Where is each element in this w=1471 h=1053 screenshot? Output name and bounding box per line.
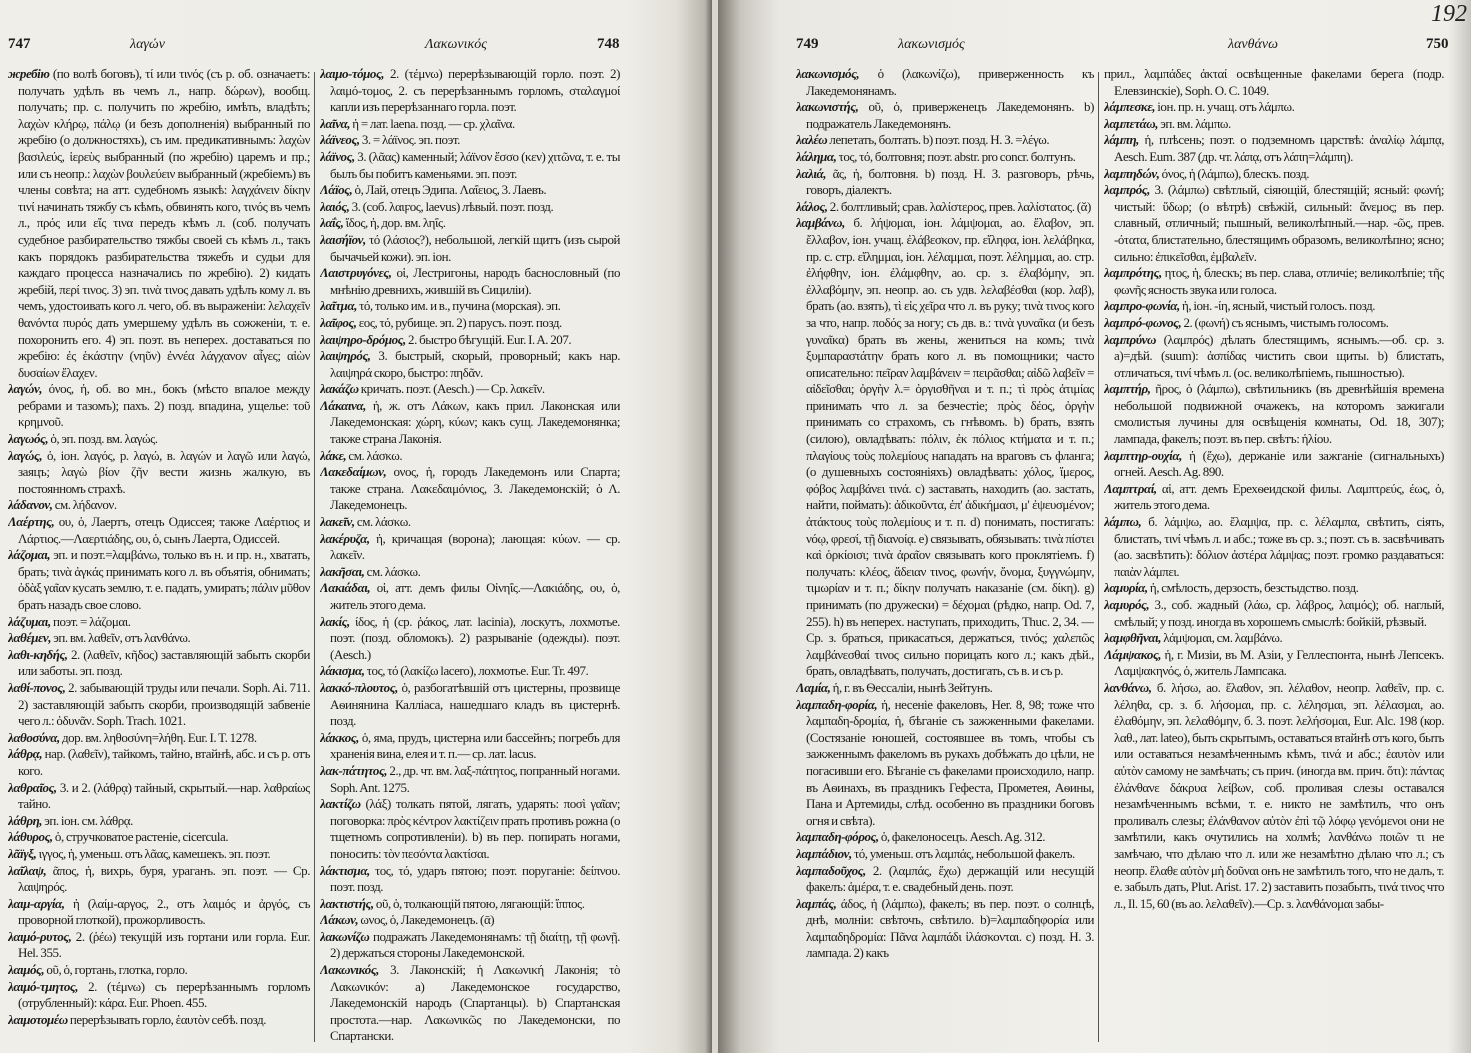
dictionary-entry (8, 746, 310, 779)
entry-definition: ἴδος, ἡ, дор. вм. ληΐς. (343, 215, 446, 231)
dictionary-entry (320, 514, 620, 531)
entry-headword: λαθί-πονος, (8, 679, 66, 695)
dictionary-entry (320, 912, 620, 929)
entry-definition: ᾶπος, ἡ, вихрь, буря, ураганъ. эп. поэт. — Ср. λαιψηρός. (18, 862, 310, 895)
dictionary-entry (8, 547, 310, 613)
entry-definition: ὁ, факелоносецъ. Aesch. Ag. 312. (878, 829, 1046, 845)
entry-definition: (λαμπρός) дѣлать блестящимъ, яснымъ.—об. ср. з. а)=дѣй. (suum): ἀσπίδας чистить свои щиты. b) блистать, отличаться, τινί чѣмъ л. (ос. великолѣпіемъ, пышностью). (1114, 331, 1444, 380)
handwritten-note: 192 (1431, 1, 1467, 27)
dictionary-entry (320, 265, 620, 298)
entry-headword: λάκισμα, (320, 663, 365, 679)
running-head: λακωνισμός (898, 37, 965, 52)
entry-definition: ὁ (λακωνίζω), приверженность къ Лакедемонянамъ. (806, 66, 1094, 98)
entry-definition: 3. = λάϊνος. эп. поэт. (359, 132, 460, 148)
dictionary-entry (8, 680, 310, 730)
entry-headword: λακάζω (320, 381, 359, 397)
right-page (718, 0, 1471, 1053)
entry-definition: прил., λαμπάδες ἀκταί освѣщенные факелами берега (подр. Елевзинскіе), Soph. O. C. 1049. (1104, 66, 1444, 98)
entry-headword: λαμυρία, (1104, 580, 1148, 596)
entry-definition: нар. (λαθεῖν), тайкомъ, тайно, втайнѣ, абс. и съ р. отъ кого. (18, 746, 310, 778)
entry-definition: 2. (τέμνω) перерѣзывающій горло. поэт. 2) λαιμό-τομος, 2. съ перерѣзаннымъ горломъ, σταλαγμοί капли изъ перерѣзаннаго горла. поэт. (330, 66, 620, 115)
column (320, 66, 620, 1051)
dictionary-entry (320, 215, 620, 232)
entry-headword: λάμπω, (1104, 514, 1142, 530)
dictionary-entry (320, 448, 620, 465)
entry-definition: ὁ, разбогатѣвшій отъ цистерны, прозвище Аѳинянина Калліаса, нашедшаго кладъ въ цистернѣ. позд. (330, 679, 620, 729)
entry-headword: λάϊνος, (320, 148, 355, 164)
entry-headword: λαιός, (320, 198, 350, 214)
entry-definition: ἡ, г. въ Ѳессаліи, нынѣ Зейтунъ. (830, 679, 993, 695)
column-divider (314, 72, 315, 1042)
entry-definition: ητος, ἡ, блескъ; въ пер. слава, отличіе; великолѣпіе; τῆς φωνῆς ясность звука или голоса. (1114, 265, 1444, 297)
entry-headword: λάζομαι, (8, 547, 51, 563)
entry-definition: ὁ, стручковатое растеніе, cicercula. (52, 829, 229, 845)
entry-definition: οἱ, Лестригоны, народъ баснословный (по мнѣнію древнихъ, жившій въ Сициліи). (330, 265, 620, 297)
dictionary-entry (320, 962, 620, 1045)
page-number: 748 (597, 36, 620, 52)
entry-definition: εος, τό, рубище. эп. 2) парусъ. поэт. позд. (356, 314, 562, 330)
entry-headword: λαῖφος, (320, 314, 357, 330)
page-number: 749 (796, 36, 819, 52)
entry-headword: Λαέρτης, (8, 514, 55, 530)
entry-definition: ίδος, ἡ (ср. ῥάκος, лат. lacinia), лоскутъ, лохмотье. поэт. (позд. обломокъ). 2) разрываніе (одежды). поэт. (Aesch.) (330, 613, 620, 662)
entry-definition: лепетать, болтать. b) поэт. позд. Н. З. =λέγω. (827, 132, 1050, 148)
dictionary-entry (796, 896, 1094, 962)
entry-headword: λαμπαδη-φορία, (796, 696, 878, 712)
entry-definition: (λάξ) толкать пятой, лягать, ударять: ποσὶ γαῖαν; поговорка: πρὸς κέντρον λακτίζειν прать противъ рожна (о тщетномъ сопротивленіи). b) въ пер. попирать ногами, поносить: τὸν πεσόντα λακτίσαι. (330, 796, 620, 861)
dictionary-entry (320, 398, 620, 448)
running-head: Λακωνικός (425, 37, 487, 52)
entry-headword: Λάϊος, (320, 182, 353, 198)
dictionary-entry (320, 348, 620, 381)
entry-headword: λαμπρο-φωνία, (1104, 298, 1180, 314)
entry-headword: Λαιστρυγόνες, (320, 265, 392, 281)
entry-definition: ἡ, плѣсень; поэт. о подземномъ царствѣ: ἀναλίῳ λάμπᾳ, Aesch. Eum. 387 (др. чт. λάπᾳ, отъ λάπη=λάμπη). (1114, 132, 1444, 164)
entry-headword: λακῆσαι, (320, 563, 365, 579)
entry-headword: λάθρη, (8, 812, 43, 828)
dictionary-entry (320, 614, 620, 664)
dictionary-entry (8, 630, 310, 647)
entry-headword: λαιμός, (8, 962, 45, 978)
entry-definition: 2. (φωνή) съ яснымъ, чистымъ голосомъ. (1181, 314, 1389, 330)
dictionary-entry (320, 680, 620, 730)
entry-headword: λάθυρος, (8, 829, 53, 845)
entry-definition: οῦ, ὁ, гортань, глотка, горло. (44, 962, 188, 978)
entry-definition: 3. (λάμπω) свѣтлый, сіяющій, блестящій; ясный: φωνή; чистый: ὕδωρ; (о вѣтрѣ) свѣжій, сильный: ἄνεμος; въ пер. славный, отличный; пышный, великолѣпный.—нар. -ῶς, прев. -ότατα, блистательно, блестящимъ образомъ, великолѣпно; ясно; сильно: ἐπικεῖσθαι, ἐμβαλεῖν. (1114, 182, 1444, 264)
entry-headword: λαθέμεν, (8, 630, 52, 646)
entry-headword: λαιμοτομέω (8, 1011, 68, 1027)
entry-headword: λαμπάς, (796, 895, 837, 911)
dictionary-entry (320, 66, 620, 116)
entry-definition: οῦ, ὁ, приверженецъ Лакедемонянъ. b) подражатель Лакедемонянъ. (806, 99, 1094, 131)
entry-definition: 3. (λᾶας) каменный; λάϊνον ἕσσο (κεν) χιτῶνα, т. е. ты былъ бы побитъ каменьями. эп. поэт. (330, 148, 620, 181)
entry-definition: 3. быстрый, скорый, проворный; какъ нар. λαιψηρά скоро, быстро: πηδᾶν. (330, 348, 620, 380)
entry-definition: ᾶς, ἡ, болтовня. b) позд. Н. З. разговоръ, рѣчь, говоръ, діалектъ. (806, 165, 1094, 198)
entry-definition: 2. (λαμπάς, ἔχω) держащій или несущій факелъ: ἁμέρα, т. е. свадебный день. поэт. (806, 862, 1094, 895)
entry-headword: λάϊνεος, (320, 132, 360, 148)
dictionary-entry (796, 215, 1094, 680)
entry-definition: ἡ, ж. отъ Λάκων, какъ прил. Лаконская или Лакедемонская: χώρη, κύων; какъ сущ. Лакедемонянка; также страна Лаконія. (330, 397, 620, 447)
entry-headword: λαιψηρός, (320, 348, 371, 364)
entry-definition: αἱ, атт. демъ Ерехѳеидской филы. Λαμπτρεύς, έως, ὁ, житель этого дема. (1114, 480, 1444, 513)
dictionary-entry (8, 647, 310, 680)
dictionary-entry (8, 1012, 310, 1029)
dictionary-entry (320, 531, 620, 564)
entry-headword: λαθοσύνα, (8, 729, 60, 745)
entry-definition: ὁ, яма, прудъ, цистерна или бассейнъ; погребъ для храненія вина, елея и т. п.— ср. лат. lacus. (330, 729, 620, 762)
dictionary-entry (8, 829, 310, 846)
entry-definition: όνος, ἡ (λάμπω), блескъ. позд. (1159, 165, 1310, 181)
dictionary-entry (796, 697, 1094, 830)
entry-definition: перерѣзывать горло, ἑαυτὸν себѣ. позд. (67, 1011, 267, 1027)
entry-headword: λακκό-πλουτος, (320, 679, 398, 695)
entry-headword: λαθι-κηδής, (8, 646, 68, 662)
entry-definition: 3. Лаконскій; ἡ Λακωνική Лаконія; τὸ Λακωνικόν: а) Лакедемонское государство, Лакедемонскій народъ (Спартанцы). b) Спартанская простота.—нар. Λακωνικῶς по Лакедемонски, по Спартански. (330, 962, 620, 1044)
dictionary-entry (320, 580, 620, 613)
entry-headword: λακέρυζα, (320, 530, 370, 546)
dictionary-entry (320, 863, 620, 896)
entry-headword: λάλος, (796, 198, 828, 214)
dictionary-entry (8, 813, 310, 830)
dictionary-entry (320, 564, 620, 581)
entry-definition: эп. вм. λαθεῖν, отъ λανθάνω. (51, 630, 191, 646)
dictionary-entry (796, 166, 1094, 199)
entry-definition: 2. забывающій труды или печали. Soph. Ai. 711. 2) заставляющій забыть скорби, производящій забвеніе чего л.: ὀδυνᾶν. Soph. Trach. 1021. (18, 679, 310, 729)
entry-headword: λακεῖν, (320, 514, 355, 530)
entry-definition: όνος, ἡ, об. во мн., бокъ (мѣсто впалое между ребрами и тазомъ); пахъ. 2) позд. впадина, ущелье: τοῦ κρημνοῦ. (18, 381, 310, 430)
entry-definition: ἡ, смѣлость, дерзость, безстыдство. позд. (1147, 580, 1359, 596)
entry-definition: іон. пр. н. учащ. отъ λάμπω. (1155, 99, 1295, 115)
entry-headword: λάλημα, (796, 148, 837, 164)
dictionary-entry (8, 730, 310, 747)
entry-definition: τό, уменьш. отъ λαμπάς, небольшой факелъ. (851, 845, 1075, 861)
entry-headword: λαμπηδών, (1104, 165, 1160, 181)
dictionary-entry (796, 199, 1094, 216)
entry-definition: ἡ, г. Мизіи, въ М. Азіи, у Геллеспонта, нынѣ Лепсекъ. Λαμψακηνός, ὁ, житель Лампсака. (1114, 646, 1444, 679)
dictionary-entry (1104, 298, 1444, 315)
entry-headword: λακωνίζω (320, 928, 370, 944)
entry-definition: τό, только им. и в., пучина (морская). эп. (356, 298, 561, 314)
entry-headword: λαιμ-αργία, (8, 895, 65, 911)
entry-definition: дор. вм. ληθοσύνη=λήθη. Eur. I. T. 1278. (59, 729, 257, 745)
entry-headword: λάμπη, (1104, 132, 1139, 148)
entry-headword: λαμπετάω, (1104, 115, 1158, 131)
dictionary-entry (320, 730, 620, 763)
entry-definition: эп. и поэт.=λαμβάνω, только въ н. и пр. н., хватать, брать; τινὰ ἀγκάς принимать кого л. въ объятія, обнимать; ὀδὰξ γαῖαν кусать землю, т. е. падать, умирать; πάλιν μῦθον брать назадъ свое слово. (18, 547, 310, 612)
entry-definition: τος, τό, ударъ пятою; поэт. поруганіе: δείπνου. поэт. позд. (330, 862, 620, 895)
dictionary-entry (1104, 580, 1444, 597)
dictionary-entry (8, 448, 310, 498)
entry-headword: Λακεδαίμων, (320, 464, 387, 480)
entry-headword: λᾶϊγξ, (8, 845, 37, 861)
entry-headword: λαμπαδη-φόρος, (796, 829, 879, 845)
entry-headword: Λαμία, (796, 679, 831, 695)
entry-headword: λαμπάδιον, (796, 845, 852, 861)
entry-headword: λαιψηρο-δρόμος, (320, 331, 406, 347)
entry-headword: λακωνισμός, (796, 66, 860, 81)
dictionary-entry (796, 132, 1094, 149)
entry-headword: λάκτισμα, (320, 862, 370, 878)
entry-definition: 2. быстро бѣгущій. Eur. I. A. 207. (405, 331, 572, 347)
entry-headword: λαμφθῆναι, (1104, 630, 1162, 646)
dictionary-entry (8, 780, 310, 813)
entry-definition: ἡ = лат. laena. позд. — ср. χλαῖνα. (350, 115, 515, 131)
dictionary-entry (1104, 332, 1444, 382)
entry-headword: λαμπτήρ, (1104, 381, 1151, 397)
dictionary-entry (320, 132, 620, 149)
entry-headword: λαγώς, (8, 447, 43, 463)
dictionary-entry (8, 514, 310, 547)
entry-definition: ἡ (ἔχω), держаніе или зажганіе (сигнальныхъ) огней. Aesch. Ag. 890. (1114, 447, 1444, 480)
dictionary-entry (320, 182, 620, 199)
dictionary-entry (320, 763, 620, 796)
entry-headword: Λάκων, (320, 912, 359, 928)
dictionary-entry (796, 829, 1094, 846)
entry-headword: λαλέω (796, 132, 828, 148)
entry-definition: кричать. поэт. (Aesch.) — Ср. λακεῖν. (358, 381, 545, 397)
dictionary-entry (8, 896, 310, 929)
dictionary-entry (1104, 647, 1444, 680)
entry-headword: λαισήϊον, (320, 231, 366, 247)
dictionary-entry (1104, 381, 1444, 447)
entry-definition: ῆρος, ὁ (λάμπω), свѣтильникъ (въ древнѣйшія времена небольшой подвижной очажекъ, на которомъ зажигали смолистыя лучины для освѣщенія комнаты, Od. 18, 307); лампада, факелъ; поэт. въ пер. свѣтъ: ἡλίου. (1114, 381, 1444, 447)
running-head: λανθάνω (1228, 37, 1278, 52)
entry-definition: ἡ, іон. -ίη, ясный, чистый голосъ. позд. (1179, 298, 1376, 314)
entry-headword: λανθάνω, (1104, 679, 1152, 695)
entry-headword: λαγωός, (8, 431, 49, 447)
entry-definition: ἡ (λαίμ-αργος, 2., отъ λαιμός и ἀργός, съ проворной глоткой), прожорливость. (18, 895, 310, 928)
entry-definition: см. λήδανον. (52, 497, 117, 513)
dictionary-entry (1104, 680, 1444, 912)
entry-definition: см. λάσκω. (346, 447, 403, 463)
dictionary-entry (320, 929, 620, 962)
entry-definition: τος, τό (λακίζω lacero), лохмотье. Eur. Tr. 497. (364, 663, 589, 679)
entry-definition: б. λάμψω, ао. ἔλαμψα, пр. с. λέλαμπα, свѣтить, сіять, блистать, τινί чѣмъ л. и абс.; тоже въ ср. з.; поэт. съ в. засвѣчивать (ао. засвѣтить): δόλιον ἀστέρα λάμψας; поэт. громко раздаваться: παιὰν λάμπει. (1114, 514, 1444, 579)
entry-definition: 2. болтливый; срав. λαλίστερος, прев. λαλίστατος. (ᾰ) (827, 198, 1091, 214)
entry-definition: άδος, ἡ (λάμπω), факелъ; въ пер. поэт. о солнцѣ, днѣ, молніи: свѣточъ, свѣтило. b)=λαμπαδηφορία или λαμπαδηδρομία: Πᾶνα λαμπάδι ἱλάσκονται. c) позд. Н. З. лампада. 2) какъ (806, 895, 1094, 961)
dictionary-entry (320, 116, 620, 133)
entry-definition: οἱ, атт. демъ филы Οἰνηΐς.—Λακιάδης, ου, ὁ, житель этого дема. (330, 580, 620, 612)
dictionary-entry (8, 929, 310, 962)
entry-definition: ἡ, кричащая (ворона); лающая: κύων. — ср. λακεῖν. (330, 530, 620, 563)
dictionary-entry (8, 846, 310, 863)
entry-definition: 3., соб. жадный (λάω, ср. λάβρος, λαιμός); об. наглый, смѣлый; у позд. иногда въ хорошемъ смыслѣ: бойкій, рѣзвый. (1114, 597, 1444, 629)
entry-definition: οῦ, ὁ, толкающій пятою, лягающій: ἵππος. (373, 895, 585, 911)
entry-headword: λαμπρό-φωνος, (1104, 314, 1182, 330)
entry-headword: λαῖτμα, (320, 298, 357, 314)
dictionary-entry (1104, 66, 1444, 99)
dictionary-entry (8, 431, 310, 448)
entry-definition: ὁ, іон. λαγός, р. λαγώ, в. λαγών и λαγῶ или λαγώ, заяцъ; λαγὼ βίον ζῆν вести жизнь жалкую, въ постоянномъ страхѣ. (18, 447, 310, 496)
entry-definition: (по волѣ боговъ), τί или τινός (съ р. об. означаетъ: получать удѣлъ въ чемъ л., напр. δώρων), вообщ. получать; пр. с. получить по жребію, имѣть, владѣть; λαχὼν κλήρῳ, πάλῳ (и безъ дополненія) выбранный по жребію (о должностяхъ), съ им. предикативнымъ: λαχὼν βασιλεύς, ἱερεὺς выбранный (по жребію) царемъ и пр.; или съ неопр.: λαχὼν βουλεύειν выбранный (жребіемъ) въ члены совѣта; на атт. судебномъ языкѣ: λαγχάνειν δίκην τινί начинать тяжбу съ кѣмъ, обвинять кого, τινός въ чемъ л., πρός или εἴς τινα передъ кѣмъ л. (соб. получать судебное разбирательство тяжбы своей съ кѣмъ л., такъ какъ порядокъ разбирательства тяжебъ и судьи для каждаго процесса назначались по жребію). 2) кидать жребій, περί τινος. 3) эп. τινὰ τινος давать удѣлъ кому л. въ чемъ, удостоивать кого л. чего, об. въ выраженіи: λελαχεῖν θανόντα πυρός дать умершему удѣлъ въ сожженіи, т. е. похоронить его. 4) эп. поэт. въ неперех. доставаться по жребію: ἐς ἑκάστην (νηῦν) ἐννέα λάγχανον αἶγες; αἰὼν δυσαίων ἔλαχεν. (18, 66, 310, 380)
entry-definition: ιγγος, ἡ, уменьш. отъ λᾶας, камешекъ. эп. поэт. (36, 845, 271, 861)
dictionary-entry (1104, 132, 1444, 165)
entry-headword: λαγών, (8, 381, 43, 397)
entry-headword: λάζυμαι, (8, 613, 51, 629)
entry-definition: ὁ, Лай, отецъ Эдипа. Λαΐειος, 3. Лаевъ. (352, 182, 547, 198)
entry-headword: λαμπρότης, (1104, 265, 1162, 281)
entry-headword: λάμπεσκε, (1104, 99, 1156, 115)
entry-headword: λακ-πάτητος, (320, 762, 388, 778)
entry-headword: Λαμπτραί, (1104, 480, 1157, 496)
dictionary-entry (8, 614, 310, 631)
entry-headword: Λάκαινα, (320, 397, 366, 413)
entry-headword: λαμπαδοῦχος, (796, 862, 866, 878)
entry-headword: λάδανον, (8, 497, 53, 513)
entry-definition: 3. (соб. λαιϝος, laevus) лѣвый. поэт. позд. (349, 198, 554, 214)
entry-definition: поэт. = λάζομαι. (50, 613, 131, 629)
entry-headword: λάθρᾳ, (8, 746, 43, 762)
entry-headword: λαιμό-ρυτος, (8, 928, 72, 944)
dictionary-entry (796, 66, 1094, 99)
column (796, 66, 1094, 1051)
page-number: 747 (8, 36, 31, 52)
dictionary-entry (320, 315, 620, 332)
entry-headword: λαμπρύνω (1104, 331, 1156, 347)
column (1104, 66, 1444, 1051)
entry-definition: б. λήσω, ао. ἔλαθον, эп. λέλαθον, неопр. λαθεῖν, пр. с. λέληθα, ср. з. б. λήσομαι, пр. с. λέλησμαι, эп. λέλασμαι, ао. ἐλαθόμην, эп. λελαθόμην, б. 3. поэт. λελήσομαι, Eur. Alc. 198 (кор. λαθ., лат. lateo), быть скрытымъ, оставаться втайнѣ отъ кого, быть или оставаться незамѣченнымъ кѣмъ, τινά и абс.; ἑαυτὸν или αὐτὸν самому не замѣчать; съ прич. (иногда вм. прич. ὅτι): πάντας ἐλάνθανε δάκρυα λείβων, соб. проливая слезы оставался незамѣченнымъ всѣми, т. е. никто не замѣтилъ, что онъ проливалъ слезы; ἐλάνθανον αὐτὸν ἐπὶ τῷ λόφῳ γενόμενοι они не замѣтили, какъ очутились на холмѣ; λανθάνω ποιῶν τι не замѣчаю, что дѣлаю что л. или же незамѣтно дѣлаю что л.; съ неопр. ἔλαθε αὐτὸν μὴ δοῦναι онъ не замѣтилъ того, что не далъ, т. е. забылъ дать, Plut. Arist. 17. 2) заставить позабыть, τινά τινος что л., Il. 15, 60 (въ ао. λελαθεῖν).—Ср. з. λανθάνομαι забы- (1114, 679, 1444, 911)
dictionary-entry (8, 979, 310, 1012)
entry-headword: Λακωνικός, (320, 962, 379, 978)
dictionary-entry (8, 863, 310, 896)
left-page (0, 0, 712, 1053)
dictionary-entry (1104, 265, 1444, 298)
dictionary-entry (320, 796, 620, 862)
entry-headword: λακτιστής, (320, 895, 374, 911)
entry-definition: б. λήψομαι, іон. λάμψομαι, ао. ἔλαβον, эп. ἔλλαβον, іон. учащ. ἐλάβεσκον, пр. εἴληφα, іон. λελάβηκα, пр. с. стр. εἴλημμαι, іон. λέλαμμαι, поэт. λέλημμαι, ао. стр. ἐλήφθην, іон. ἐλάμφθην, ао. ср. з. ἐλαβόμην, эп. ἐλλαβόμην, эп. неопр. ао. съ удв. λελαβέσθαι (кор. λαβ), брать (ао. взять), τὶ εἰς χεῖρα что л. въ руку; τινὰ τινος кого за что, напр. ποδός за ногу; съ дв. в.: τινὰ γυναῖκα (и безъ γυναῖκα) брать въ жены, жениться на комъ; τινὰ ξυμπαραστάτην брать кого л. въ помощники; часто описательно: πεῖραν λαμβάνειν = πειρᾶσθαι; αἰδῶ λαβεῖν = αἰδεῖσθαι; ὀργὴν λ.= ὀργισθῆναι и т. п.; τὶ πρὸς ἀτιμίας принимать что л. за безчестіе; πρὸς δέος, ὀργὴν принимать со страхомъ, съ гнѣвомъ. b) брать, взять (силою), овладѣвать: πόλιν, ἐκ πόλιος κτήματα и т. п.; πλαγίους τοὺς πολεμίους нападать на враговъ съ фланга; (о душевныхъ состояніяхъ) овладѣвать: χόλος, ἵμερος, φόβος λαμβάνει τινά. c) заставать, находить (ао. застать, найти, поймать): ἀδικοῦντα, ἐπ' ἀδικήμασι, μ' ἐψευσμένον; ἀτάκτους τοὺς πολεμίους и т. п. d) понимать, постигать: νόῳ, φρεσί, τῇ διανοίᾳ. e) связывать, обязывать: τινὰ πίστει καὶ ὁρκίοισι; τινὰ ἀραῖον связывать кого проклятіемъ. f) получать: κλέος, ἄδειαν τινος, φωνήν, ὄνομα, ξυγγνώμην, τιμωρίαν и т. п.; δίκην получать наказаніе (см. δίκη). g) принимать (по дружески) = δέχομαι (рѣдко, напр. Od. 7, 255). h) въ неперех. наступать, приходить, Thuc. 2, 34. — Ср. з. браться, прикасаться, держаться, τινός; χαλεπῶς λαμβάνεσθαί τινος сильно порицать кого л.; какъ дѣй., брать, овладѣвать, получать, достигать, съ в. и съ р. (806, 215, 1094, 679)
dictionary-entry (796, 846, 1094, 863)
entry-headword: λακίς, (320, 613, 350, 629)
dictionary-entry (320, 149, 620, 182)
entry-definition: эп. вм. λάμπω. (1158, 115, 1231, 131)
entry-headword: λαμπρός, (1104, 182, 1150, 198)
dictionary-entry (1104, 315, 1444, 332)
entry-headword: λαμπτηρ-ουχία, (1104, 447, 1182, 463)
dictionary-entry (796, 99, 1094, 132)
dictionary-entry (796, 149, 1094, 166)
running-head: λαγών (130, 37, 165, 52)
column (8, 66, 310, 1051)
dictionary-entry (8, 962, 310, 979)
entry-definition: подражать Лакедемонянамъ: τῇ διαίτῃ, τῇ φωνῇ. 2) держаться стороны Лакедемонской. (330, 928, 620, 961)
entry-definition: 3. и 2. (λάθρᾳ) тайный, скрытый.—нар. λαθραίως тайно. (18, 779, 310, 812)
entry-headword: жребію (8, 66, 50, 81)
entry-definition: ωνος, ὁ, Лакедемонецъ. (ᾱ) (358, 912, 495, 928)
entry-headword: λαῖλαψ, (8, 862, 47, 878)
entry-headword: λακωνιστής, (796, 99, 859, 115)
dictionary-entry (320, 381, 620, 398)
dictionary-entry (796, 863, 1094, 896)
entry-definition: ονος, ἡ, городъ Лакедемонъ или Спарта; также страна. Λακεδαιμόνιος, 3. Лакедемонскій; ὁ Λ. Лакедемонецъ. (330, 464, 620, 513)
entry-definition: τος, τό, болтовня; поэт. abstr. pro concr. болтунъ. (836, 148, 1076, 164)
entry-headword: λάκε, (320, 447, 347, 463)
entry-definition: ου, ὁ, Лаертъ, отецъ Одиссея; также Λαέρτιος и Λάρτιος.—Λαερτιάδης, ου, ὁ, сынъ Лаерта, Одиссей. (18, 514, 310, 546)
entry-definition: ὁ, эп. позд. вм. λαγώς. (48, 431, 158, 447)
entry-headword: λάκκος, (320, 729, 359, 745)
entry-definition: 2. (λαθεῖν, κῆδος) заставляющій забыть скорби или заботы. эп. позд. (18, 646, 310, 679)
entry-definition: см. λάσκω. (354, 514, 411, 530)
entry-headword: λακτίζω (320, 796, 361, 812)
dictionary-entry (320, 332, 620, 349)
dictionary-entry (796, 680, 1094, 697)
page-number: 750 (1426, 36, 1449, 52)
entry-definition: 2. (τέμνω) съ перерѣзаннымъ горломъ (отрубленный): κάρα. Eur. Phoen. 455. (18, 978, 310, 1011)
dictionary-entry (320, 464, 620, 514)
dictionary-entry (320, 232, 620, 265)
column-divider (1098, 72, 1099, 1042)
entry-headword: λαθραῖος, (8, 779, 57, 795)
entry-definition: см. λάσκω. (364, 563, 421, 579)
dictionary-entry (1104, 166, 1444, 183)
dictionary-entry (8, 66, 310, 381)
dictionary-entry (1104, 630, 1444, 647)
entry-definition: λάμψομαι, см. λαμβάνω. (1161, 630, 1283, 646)
dictionary-entry (8, 381, 310, 431)
entry-headword: λαῖνα, (320, 115, 351, 131)
dictionary-entry (1104, 597, 1444, 630)
entry-headword: λαμυρός, (1104, 597, 1150, 612)
entry-headword: λαμβάνω, (796, 215, 845, 231)
entry-headword: λαλιά, (796, 165, 827, 181)
entry-definition: τό (λάσιος?), небольшой, легкій щитъ (изъ сырой бычачьей кожи). эп. іон. (330, 231, 620, 264)
entry-headword: λαΐς, (320, 215, 344, 231)
dictionary-entry (1104, 182, 1444, 265)
entry-definition: ἡ, несеніе факеловъ, Her. 8, 98; тоже что λαμπαδη-δρομία, ἡ, бѣганіе съ зажженными факелами. (Состязаніе юношей, состоявшее въ томъ, чтобы съ зажженнымъ факеломъ въ рукахъ добѣжать до цѣли, не погасивши его. Бѣганіе съ факелами происходило, напр. въ Аѳинахъ, въ праздникъ Гефеста, Прометея, Аѳины, Пана и Артемиды, слѣд. особенно въ праздники боговъ огня и свѣта). (806, 696, 1094, 828)
entry-headword: λαιμο-τόμος, (320, 66, 385, 81)
dictionary-entry (320, 199, 620, 216)
dictionary-entry (320, 896, 620, 913)
entry-headword: Λάμψακος, (1104, 646, 1162, 662)
entry-definition: 2. (ῥέω) текущій изъ гортани или горла. Eur. Hel. 355. (18, 928, 310, 961)
entry-definition: эп. іон. см. λάθρᾳ. (42, 812, 133, 828)
entry-definition: 2., др. чт. вм. λαξ-πάτητος, попранный ногами. Soph. Ant. 1275. (330, 762, 620, 795)
dictionary-entry (1104, 448, 1444, 481)
dictionary-entry (320, 663, 620, 680)
dictionary-entry (320, 298, 620, 315)
dictionary-entry (1104, 514, 1444, 580)
dictionary-entry (1104, 481, 1444, 514)
entry-headword: Λακιάδαι, (320, 580, 371, 596)
entry-headword: λαιμό-τμητος, (8, 978, 79, 994)
dictionary-entry (1104, 99, 1444, 116)
dictionary-entry (1104, 116, 1444, 133)
dictionary-entry (8, 497, 310, 514)
